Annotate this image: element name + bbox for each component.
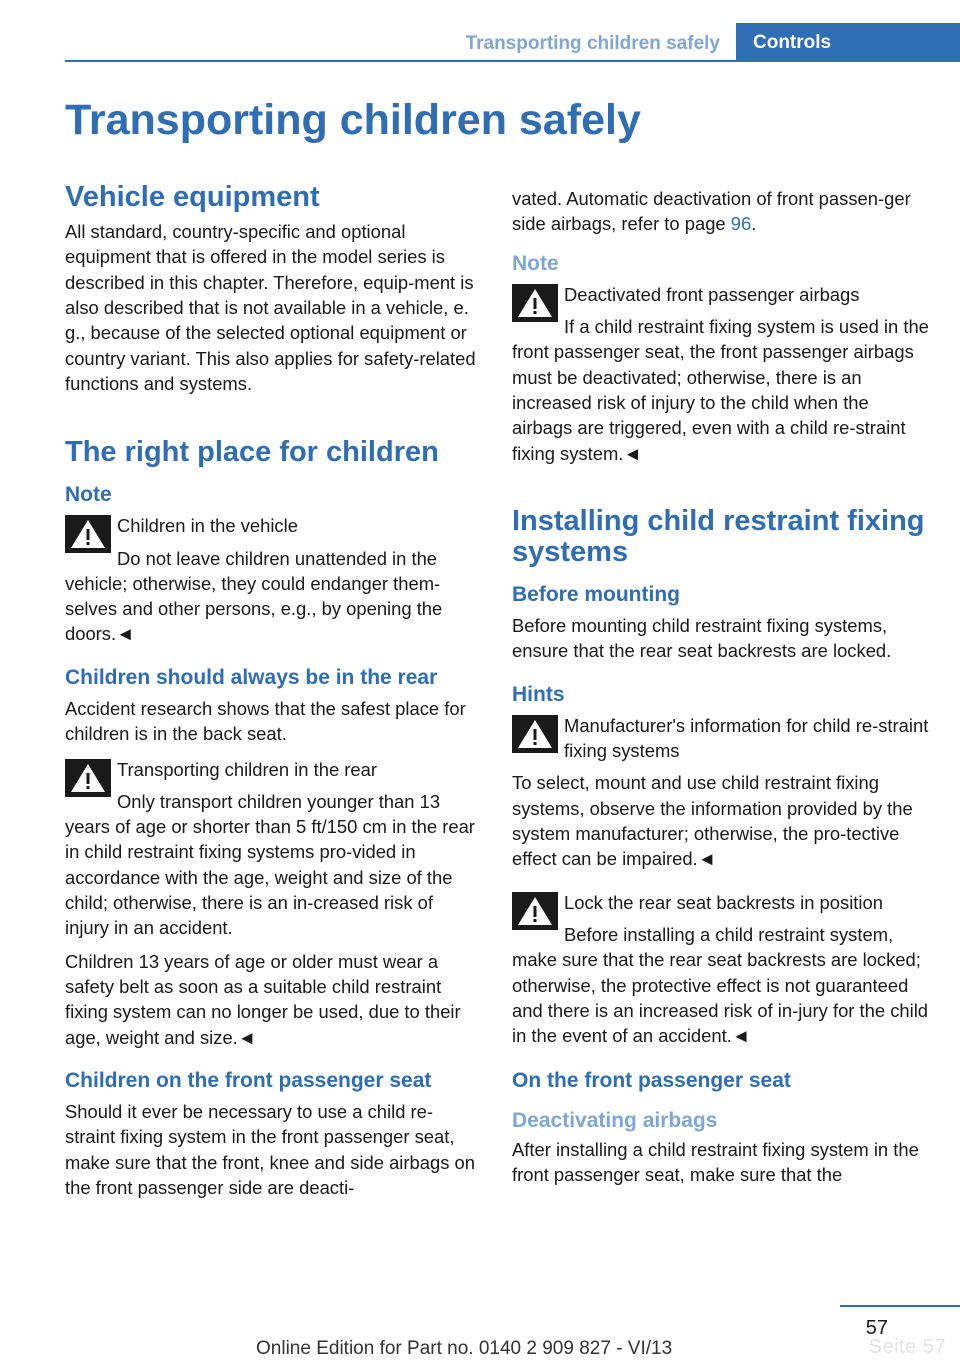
- warning-text: To select, mount and use child restraint fixing systems, observe the information provided by the system manufacturer; otherwise, the pro-tective effect can be impaired.◄: [512, 772, 913, 870]
- warning-text: Before installing a child restraint system, make sure that the rear seat backrests are locked; otherwise, the protective effect is not guaranteed and there is an increased risk of in-jury for the child in the event of an accident.◄: [512, 923, 929, 1047]
- header-chapter-tab: Controls: [736, 23, 960, 61]
- page-number: 57: [865, 1317, 888, 1339]
- warning-triangle-icon: [512, 284, 558, 322]
- warning-title: Transporting children in the rear: [117, 758, 377, 780]
- header-rule: [65, 60, 960, 62]
- warning-text: Only transport children younger than 13 years of age or shorter than 5 ft/150 cm in the rear in child restraint fixing systems pro-vided in accordance with the age, weight and size of the child; otherwise, there is an in-creased risk of injury in an accident.: [65, 790, 475, 939]
- warning-triangle-icon: [65, 759, 111, 797]
- front-passenger-text: Should it ever be necessary to use a child re-straint fixing system in the front passenger seat, make sure that the front, knee and side airbags on the front passenger side are deacti-: [65, 1101, 475, 1198]
- heading-note-left: Note: [65, 483, 112, 507]
- warning-triangle-icon: [512, 715, 558, 753]
- warning-text: Do not leave children unattended in the vehicle; otherwise, they could endanger them-selves and other persons, e.g., by opening the doors.◄: [65, 547, 443, 645]
- warning-title: Lock the rear seat backrests in position: [564, 891, 883, 913]
- rear-text: Accident research shows that the safest place for children is in the back seat.: [65, 697, 466, 745]
- warning-deactivated-airbags: [512, 282, 930, 466]
- warning-lock-backrests: [512, 890, 930, 1049]
- continued-text-end: .: [751, 213, 757, 235]
- left-column: [65, 182, 480, 1200]
- warning-manufacturer-info: [512, 713, 930, 872]
- footer-edition: Online Edition for Part no. 0140 2 909 827 - VI/13: [256, 1338, 673, 1359]
- heading-front-seat: On the front passenger seat: [512, 1069, 791, 1093]
- warning-transport-rear: [65, 757, 480, 1050]
- warning-text: If a child restraint fixing system is used in the front passenger seat, the front passenger airbags must be deactivated; otherwise, there is an increased risk of injury to the child when the airbags are triggered, even with a child re-straint fixing system.◄: [512, 316, 929, 464]
- heading-hints: Hints: [512, 682, 565, 706]
- warning-triangle-icon: [512, 892, 558, 930]
- heading-before-mounting: Before mounting: [512, 582, 680, 606]
- continued-text: [512, 186, 930, 237]
- before-mounting-text: Before mounting child restraint fixing systems, ensure that the rear seat backrests are locked.: [512, 615, 892, 662]
- heading-vehicle-equipment: Vehicle equipment: [65, 181, 320, 213]
- heading-front-passenger: Children on the front passenger seat: [65, 1068, 432, 1092]
- warning-children-vehicle: [65, 513, 480, 646]
- page-link-96[interactable]: 96: [730, 213, 752, 235]
- heading-installing: Installing child restraint fixing systems: [512, 504, 925, 568]
- warning-triangle-icon: [65, 515, 111, 553]
- heading-deactivating-airbags: Deactivating airbags: [512, 1108, 718, 1132]
- heading-rear: Children should always be in the rear: [65, 665, 438, 689]
- right-column: [512, 186, 930, 1187]
- vehicle-equipment-text: All standard, country-specific and optional equipment that is offered in the model series is described in this chapter. Therefore, equip-ment is also described that is not available in a vehicle, e. g., because of the selected optional equipment or country variant. This also applies for safety-related functions and systems.: [65, 221, 476, 394]
- warning-title: Children in the vehicle: [117, 515, 298, 537]
- heading-right-place: The right place for children: [65, 436, 439, 469]
- footer-watermark: Seite 57: [868, 1336, 946, 1358]
- warning-title: Manufacturer's information for child re-straint fixing systems: [564, 714, 929, 762]
- warning-text-continued: Children 13 years of age or older must wear a safety belt as soon as a suitable child restraint fixing system can no longer be used, due to their age, weight and size.◄: [65, 950, 461, 1048]
- deactivating-text: After installing a child restraint fixing system in the front passenger seat, make sure that the: [512, 1138, 919, 1186]
- footer-rule: [840, 1305, 960, 1307]
- warning-title: Deactivated front passenger airbags: [564, 283, 860, 305]
- page-title: Transporting children safely: [65, 96, 641, 144]
- heading-note-right: Note: [512, 251, 559, 275]
- header-section-title: Transporting children safely: [465, 33, 720, 54]
- continued-text-body: vated. Automatic deactivation of front passen-ger side airbags, refer to page: [512, 188, 911, 235]
